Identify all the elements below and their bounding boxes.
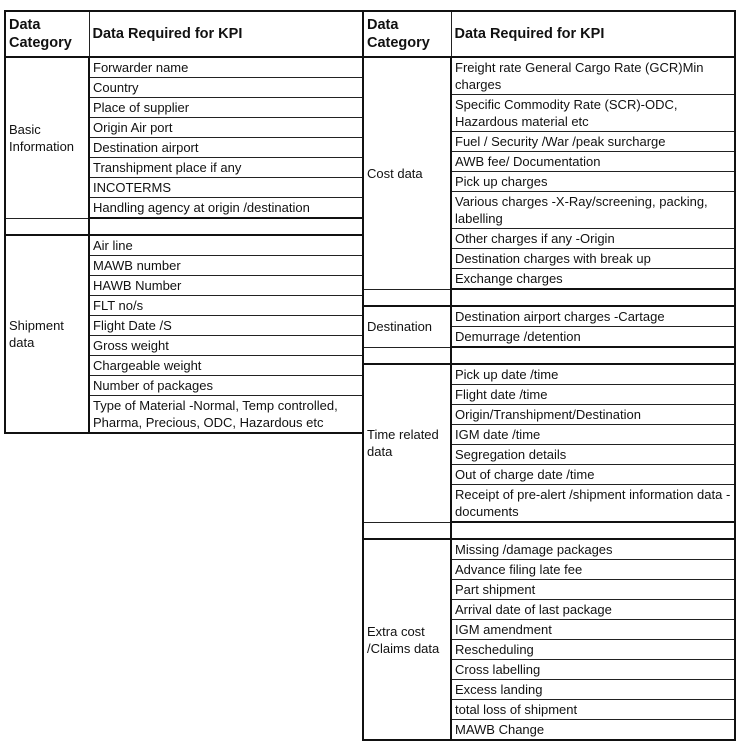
spacer-row (363, 347, 735, 364)
kpi-item-cell: Country (89, 78, 363, 98)
kpi-item-cell: Type of Material -Normal, Temp controlled, Pharma, Precious, ODC, Hazardous etc (89, 396, 363, 434)
kpi-item-cell: AWB fee/ Documentation (451, 152, 735, 172)
kpi-item-cell: Pick up date /time (451, 364, 735, 385)
kpi-item-cell: Origin Air port (89, 118, 363, 138)
kpi-item-cell: Destination charges with break up (451, 249, 735, 269)
data-category-cell: Time related data (363, 364, 451, 522)
kpi-item-cell: Excess landing (451, 680, 735, 700)
kpi-item-cell: IGM date /time (451, 425, 735, 445)
table-row (363, 306, 735, 327)
spacer-cell (363, 289, 451, 306)
table-row (5, 57, 363, 78)
header-row (363, 11, 735, 57)
header-data-category: Data Category (5, 11, 89, 57)
spacer-cell (451, 522, 735, 539)
spacer-cell (451, 289, 735, 306)
kpi-item-cell: MAWB number (89, 256, 363, 276)
kpi-item-cell: Specific Commodity Rate (SCR)-ODC, Hazardous material etc (451, 95, 735, 132)
kpi-item-cell: MAWB Change (451, 720, 735, 741)
spacer-cell (363, 522, 451, 539)
kpi-item-cell: Cross labelling (451, 660, 735, 680)
data-category-cell: Extra cost /Claims data (363, 539, 451, 740)
kpi-item-cell: Rescheduling (451, 640, 735, 660)
kpi-item-cell: FLT no/s (89, 296, 363, 316)
header-data-required: Data Required for KPI (89, 11, 363, 57)
kpi-item-cell: Number of packages (89, 376, 363, 396)
kpi-item-cell: Missing /damage packages (451, 539, 735, 560)
spacer-row (363, 522, 735, 539)
table-row (363, 539, 735, 560)
data-category-cell: Destination (363, 306, 451, 347)
kpi-table-left (4, 10, 364, 434)
data-category-cell: Shipment data (5, 235, 89, 433)
kpi-table-right (362, 10, 736, 741)
spacer-row (363, 289, 735, 306)
data-category-cell: Basic Information (5, 57, 89, 218)
kpi-item-cell: Out of charge date /time (451, 465, 735, 485)
table-row (363, 364, 735, 385)
kpi-item-cell: INCOTERMS (89, 178, 363, 198)
spacer-cell (363, 347, 451, 364)
kpi-item-cell: Flight Date /S (89, 316, 363, 336)
kpi-item-cell: Advance filing late fee (451, 560, 735, 580)
kpi-item-cell: Air line (89, 235, 363, 256)
kpi-item-cell: Fuel / Security /War /peak surcharge (451, 132, 735, 152)
kpi-item-cell: Chargeable weight (89, 356, 363, 376)
kpi-item-cell: Handling agency at origin /destination (89, 198, 363, 219)
kpi-item-cell: Demurrage /detention (451, 327, 735, 348)
kpi-item-cell: total loss of shipment (451, 700, 735, 720)
kpi-item-cell: Various charges -X-Ray/screening, packing, labelling (451, 192, 735, 229)
kpi-item-cell: Pick up charges (451, 172, 735, 192)
kpi-item-cell: Origin/Transhipment/Destination (451, 405, 735, 425)
header-row (5, 11, 363, 57)
kpi-item-cell: Place of supplier (89, 98, 363, 118)
kpi-item-cell: Freight rate General Cargo Rate (GCR)Min charges (451, 57, 735, 95)
kpi-item-cell: Transhipment place if any (89, 158, 363, 178)
kpi-item-cell: Receipt of pre-alert /shipment information data -documents (451, 485, 735, 523)
header-data-category: Data Category (363, 11, 451, 57)
data-category-cell: Cost data (363, 57, 451, 289)
table-row (363, 57, 735, 95)
kpi-item-cell: Arrival date of last package (451, 600, 735, 620)
kpi-item-cell: Forwarder name (89, 57, 363, 78)
table-row (5, 235, 363, 256)
kpi-item-cell: Destination airport charges -Cartage (451, 306, 735, 327)
spacer-row (5, 218, 363, 235)
kpi-item-cell: HAWB Number (89, 276, 363, 296)
kpi-item-cell: Segregation details (451, 445, 735, 465)
kpi-item-cell: Destination airport (89, 138, 363, 158)
spacer-cell (89, 218, 363, 235)
spacer-cell (451, 347, 735, 364)
kpi-item-cell: Exchange charges (451, 269, 735, 290)
kpi-item-cell: Gross weight (89, 336, 363, 356)
kpi-item-cell: Other charges if any -Origin (451, 229, 735, 249)
kpi-item-cell: Part shipment (451, 580, 735, 600)
kpi-item-cell: Flight date /time (451, 385, 735, 405)
kpi-item-cell: IGM amendment (451, 620, 735, 640)
spacer-cell (5, 218, 89, 235)
header-data-required: Data Required for KPI (451, 11, 735, 57)
